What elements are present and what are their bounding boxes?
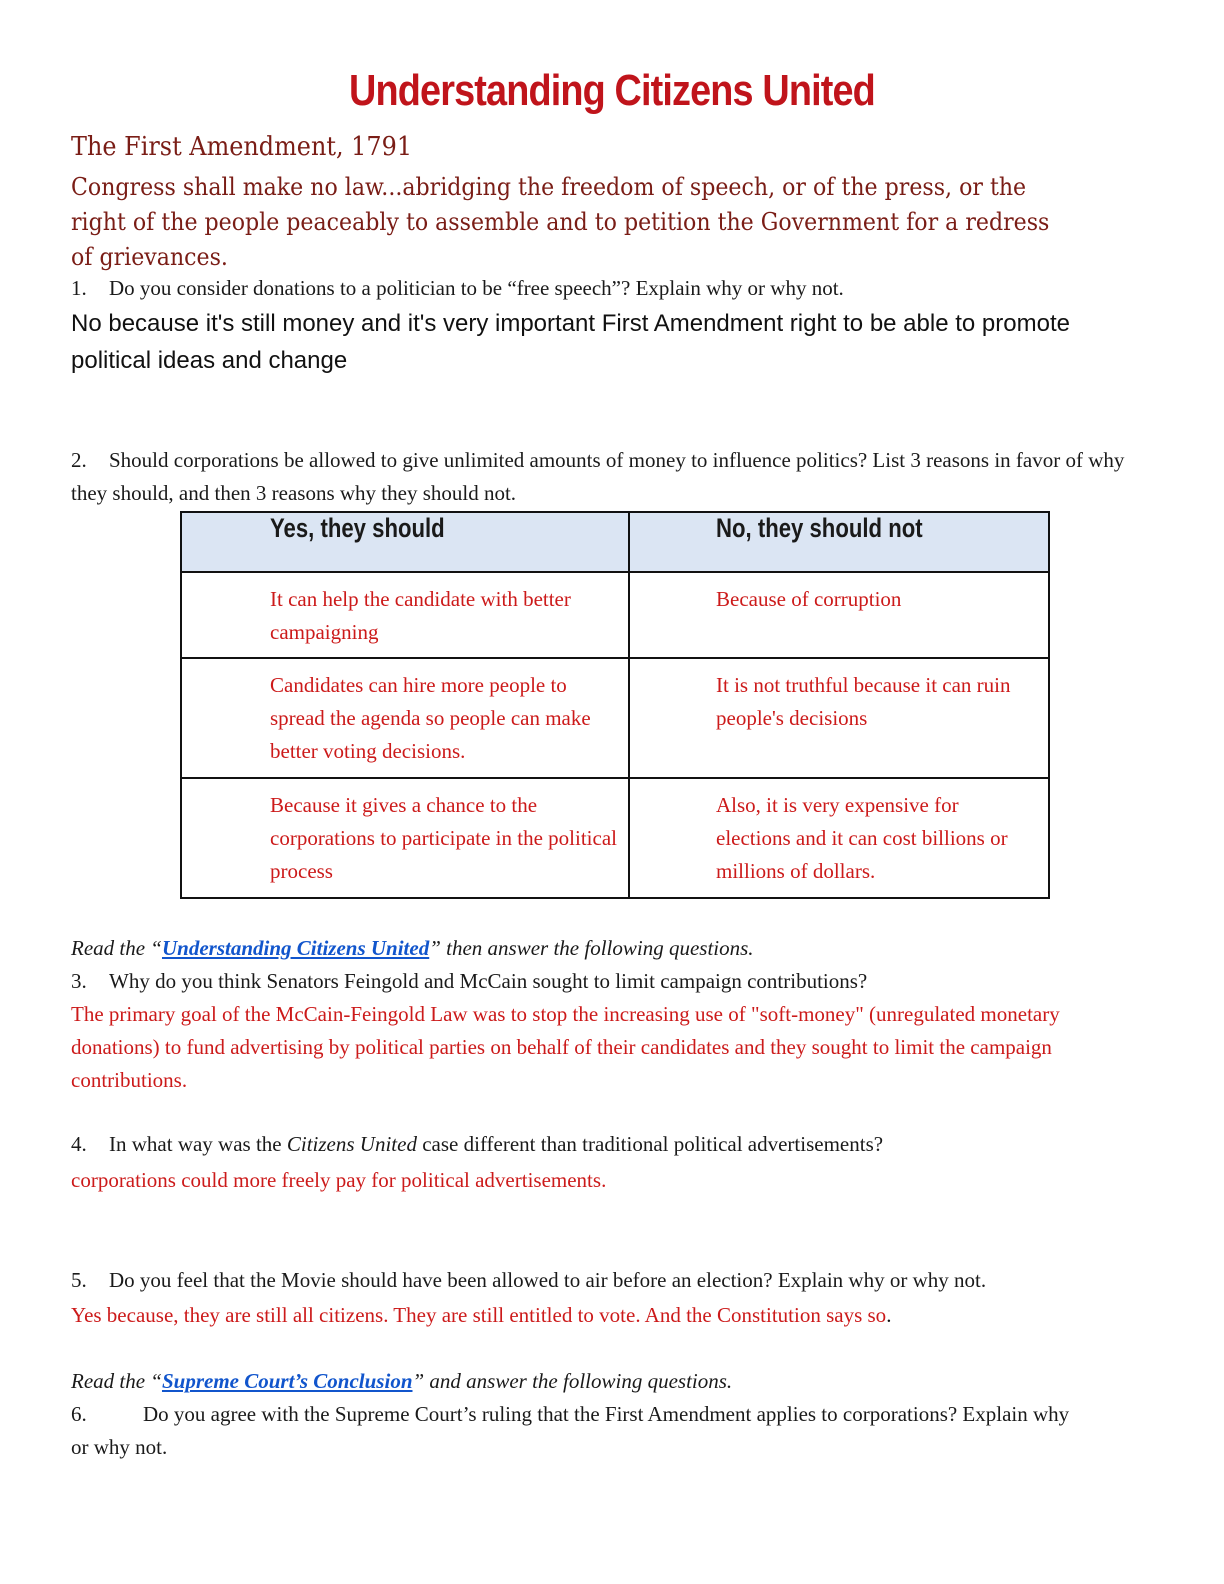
- supreme-court-conclusion-link[interactable]: Supreme Court’s Conclusion: [161, 1369, 413, 1393]
- question-number: 2.: [71, 448, 87, 472]
- question-number: 3.: [71, 969, 87, 993]
- table-cell-yes: Because it gives a chance to the corporations to participate in the political process: [181, 778, 629, 898]
- table-cell-yes: Candidates can hire more people to spread the agenda so people can make better voting decisions.: [181, 658, 629, 778]
- question-text: Do you consider donations to a politician to be “free speech”? Explain why or why not.: [109, 276, 844, 300]
- question-text: Do you agree with the Supreme Court’s ruling that the First Amendment applies to corporations? Explain why or why not.: [71, 1402, 1070, 1459]
- amendment-heading: The First Amendment, 1791: [71, 132, 413, 162]
- table-cell-no: Also, it is very expensive for elections and it can cost billions or millions of dollars.: [629, 778, 1049, 898]
- question-4: 4. In what way was the Citizens United case different than traditional political advertisements?: [71, 1128, 1151, 1161]
- understanding-citizens-united-link[interactable]: Understanding Citizens United: [161, 936, 430, 960]
- table-cell-yes: It can help the candidate with better campaigning: [181, 572, 629, 658]
- question-text: Why do you think Senators Feingold and McCain sought to limit campaign contributions?: [109, 969, 868, 993]
- question-number: 6.: [71, 1402, 87, 1426]
- question-5: [71, 1264, 1171, 1297]
- table-cell-no: Because of corruption: [629, 572, 1049, 658]
- question-2: [71, 444, 1151, 510]
- read-instruction-1: Read the “Understanding Citizens United” then answer the following questions.: [71, 936, 754, 960]
- table-header-row: [181, 512, 1049, 572]
- question-number: 4.: [71, 1132, 87, 1156]
- answer-3: The primary goal of the McCain-Feingold Law was to stop the increasing use of "soft-money" (unregulated monetary donations) to fund advertising by political parties on behalf of their candidates and they sought to limit the campaign contributions.: [71, 1002, 1060, 1092]
- table-cell-no: It is not truthful because it can ruin people's decisions: [629, 658, 1049, 778]
- read-instruction-2: Read the “Supreme Court’s Conclusion” and answer the following questions.: [71, 1369, 733, 1393]
- amendment-text: Congress shall make no law...abridging the freedom of speech, or of the press, or the right of the people peaceably to assemble and to petition the Government for a redress of grievances.: [71, 173, 1050, 271]
- table-row: [181, 658, 1049, 778]
- answer-4: corporations could more freely pay for political advertisements.: [71, 1168, 607, 1192]
- question-text: Should corporations be allowed to give unlimited amounts of money to influence politics? List 3 reasons in favor of why they should, and then 3 reasons why they should not.: [71, 448, 1125, 505]
- reasons-table: [180, 511, 1050, 899]
- question-3: [71, 965, 1151, 998]
- question-text: Do you feel that the Movie should have been allowed to air before an election? Explain why or why not.: [109, 1268, 987, 1292]
- question-number: 5.: [71, 1268, 87, 1292]
- answer-1: No because it's still money and it's very important First Amendment right to be able to promote political ideas and change: [71, 310, 1070, 374]
- header-yes: Yes, they should: [181, 512, 629, 572]
- table-row: [181, 572, 1049, 658]
- page-title: Understanding Citizens United: [349, 66, 875, 115]
- header-no: No, they should not: [629, 512, 1049, 572]
- table-row: [181, 778, 1049, 898]
- answer-5: Yes because, they are still all citizens. They are still entitled to vote. And the Constitution says so.: [71, 1303, 892, 1327]
- question-1: [71, 272, 1151, 305]
- question-6: [71, 1398, 1091, 1464]
- question-number: 1.: [71, 276, 87, 300]
